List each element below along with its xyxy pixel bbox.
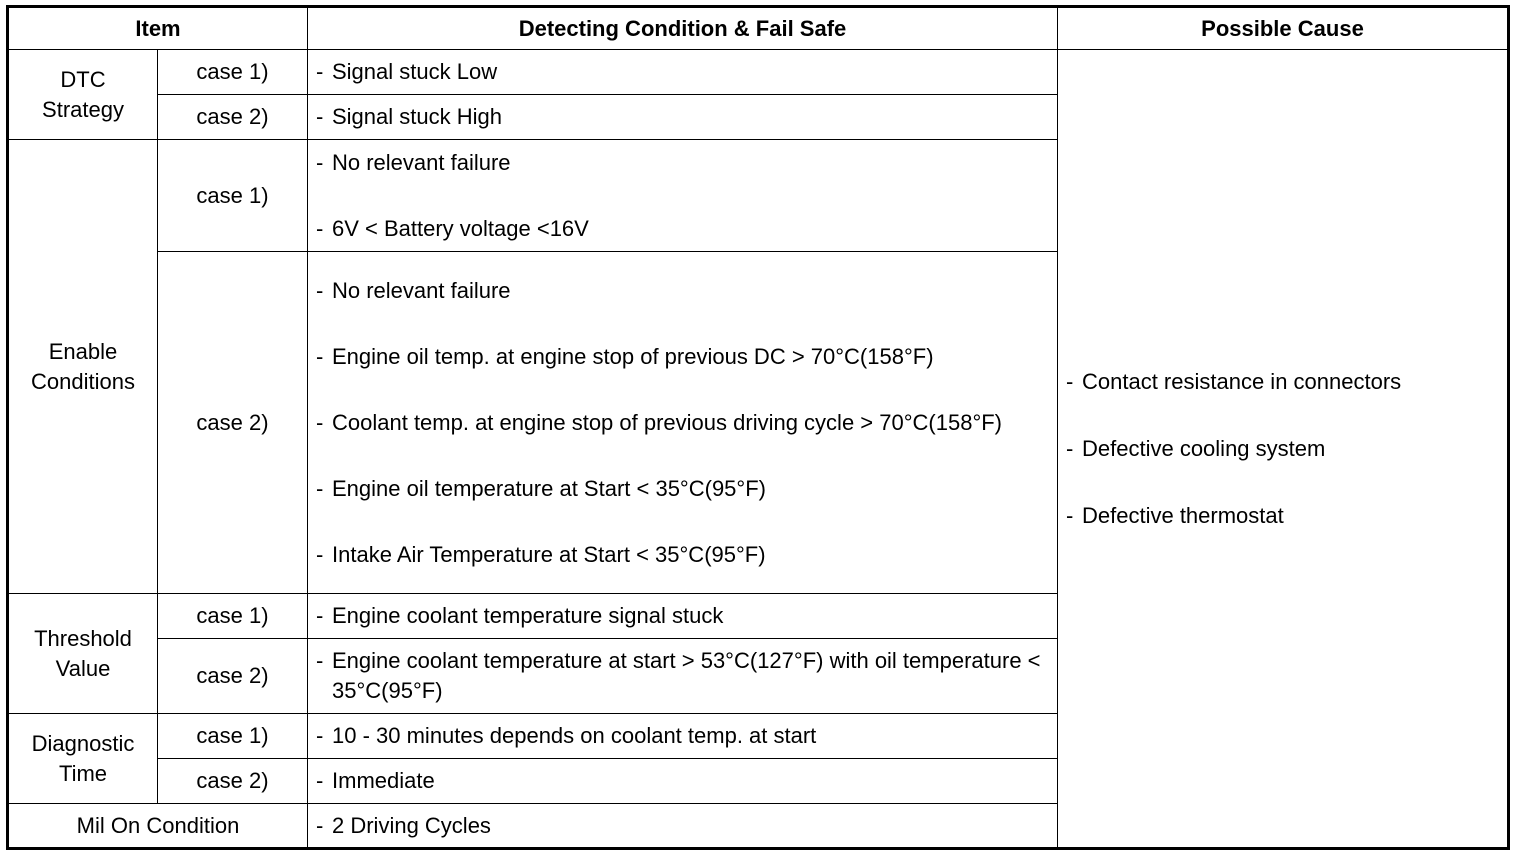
- condition-text: Coolant temp. at engine stop of previous driving cycle > 70°C(158°F): [332, 409, 1003, 435]
- bullet-dash: -: [316, 812, 324, 838]
- item-dtc-strategy: [8, 50, 158, 140]
- condition-cell: [308, 50, 1058, 95]
- case-label: case 2): [158, 639, 308, 714]
- condition-text: Signal stuck High: [332, 104, 502, 129]
- case-label: case 1): [158, 140, 308, 252]
- condition-text: No relevant failure: [332, 149, 511, 175]
- condition-item: [308, 540, 1057, 570]
- case-label: case 1): [158, 50, 308, 95]
- condition-item: [308, 811, 1057, 841]
- bullet-dash: -: [316, 541, 324, 567]
- bullet-dash: -: [316, 768, 324, 793]
- condition-cell: [308, 759, 1058, 804]
- cause-item: [1058, 501, 1507, 531]
- item-label-line: Value: [55, 655, 111, 681]
- bullet-dash: -: [316, 104, 324, 129]
- item-label-line: Time: [58, 760, 108, 786]
- condition-cell: [308, 252, 1058, 594]
- cause-text: Defective cooling system: [1082, 435, 1326, 461]
- condition-text: Immediate: [332, 768, 435, 793]
- condition-cell: [308, 95, 1058, 140]
- bullet-dash: -: [316, 277, 324, 303]
- header-row: [8, 7, 1509, 50]
- bullet-dash: -: [1066, 368, 1074, 394]
- condition-text: 6V < Battery voltage <16V: [332, 215, 589, 241]
- item-label-line: Threshold: [34, 625, 132, 651]
- condition-item: [308, 601, 1057, 631]
- case-label: case 2): [158, 95, 308, 140]
- condition-text: No relevant failure: [332, 277, 511, 303]
- item-label-line: DTC: [60, 66, 106, 92]
- dtc-spec-table: [6, 5, 1510, 850]
- item-label-line: Diagnostic: [31, 730, 135, 756]
- cause-text: Contact resistance in connectors: [1082, 368, 1402, 394]
- bullet-dash: -: [316, 723, 324, 748]
- bullet-dash: -: [316, 149, 324, 175]
- case-label: case 2): [158, 252, 308, 594]
- condition-text: Engine coolant temperature signal stuck: [332, 603, 724, 628]
- condition-item: [308, 214, 1057, 244]
- bullet-dash: -: [316, 475, 324, 501]
- condition-item: [308, 474, 1057, 504]
- bullet-dash: -: [316, 648, 324, 673]
- item-label-line: Enable: [48, 338, 118, 364]
- table-row: [8, 50, 1509, 95]
- condition-text: Engine coolant temperature at start > 53°C(127°F) with oil temperature < 35°C(95°F): [332, 648, 1041, 703]
- condition-item: [308, 276, 1057, 306]
- condition-item: [308, 646, 1057, 706]
- condition-cell: [308, 594, 1058, 639]
- item-diagnostic-time: [8, 714, 158, 804]
- bullet-dash: -: [316, 59, 324, 84]
- condition-text: Signal stuck Low: [332, 59, 498, 84]
- item-mil-on-condition: Mil On Condition: [8, 804, 308, 849]
- condition-cell: [308, 714, 1058, 759]
- item-enable-conditions: [8, 140, 158, 594]
- case-label: case 2): [158, 759, 308, 804]
- condition-text: Engine oil temp. at engine stop of previous DC > 70°C(158°F): [332, 343, 934, 369]
- cause-list: [1058, 367, 1507, 531]
- cause-text: Defective thermostat: [1082, 502, 1284, 528]
- condition-cell: [308, 804, 1058, 849]
- condition-item: [308, 148, 1057, 178]
- bullet-dash: -: [316, 215, 324, 241]
- condition-item: [308, 57, 1057, 87]
- condition-cell: [308, 140, 1058, 252]
- condition-item: [308, 766, 1057, 796]
- condition-item: [308, 342, 1057, 372]
- item-threshold-value: [8, 594, 158, 714]
- header-item: Item: [8, 7, 308, 50]
- cause-item: [1058, 434, 1507, 464]
- item-label-line: Conditions: [31, 368, 135, 394]
- case-label: case 1): [158, 714, 308, 759]
- possible-cause-cell: [1058, 50, 1509, 849]
- bullet-dash: -: [1066, 502, 1074, 528]
- condition-item: [308, 408, 1057, 438]
- item-label-line: Strategy: [42, 96, 124, 122]
- header-detecting-condition: Detecting Condition & Fail Safe: [308, 7, 1058, 50]
- condition-text: 2 Driving Cycles: [332, 812, 491, 838]
- cause-item: [1058, 367, 1507, 397]
- condition-item: [308, 721, 1057, 751]
- bullet-dash: -: [316, 409, 324, 435]
- header-possible-cause: Possible Cause: [1058, 7, 1509, 50]
- case-label: case 1): [158, 594, 308, 639]
- condition-item: [308, 102, 1057, 132]
- bullet-dash: -: [316, 343, 324, 369]
- condition-text: Intake Air Temperature at Start < 35°C(95°F): [332, 541, 766, 567]
- condition-cell: [308, 639, 1058, 714]
- condition-text: 10 - 30 minutes depends on coolant temp. at start: [332, 723, 817, 748]
- condition-text: Engine oil temperature at Start < 35°C(95°F): [332, 475, 766, 501]
- bullet-dash: -: [1066, 435, 1074, 461]
- bullet-dash: -: [316, 603, 324, 628]
